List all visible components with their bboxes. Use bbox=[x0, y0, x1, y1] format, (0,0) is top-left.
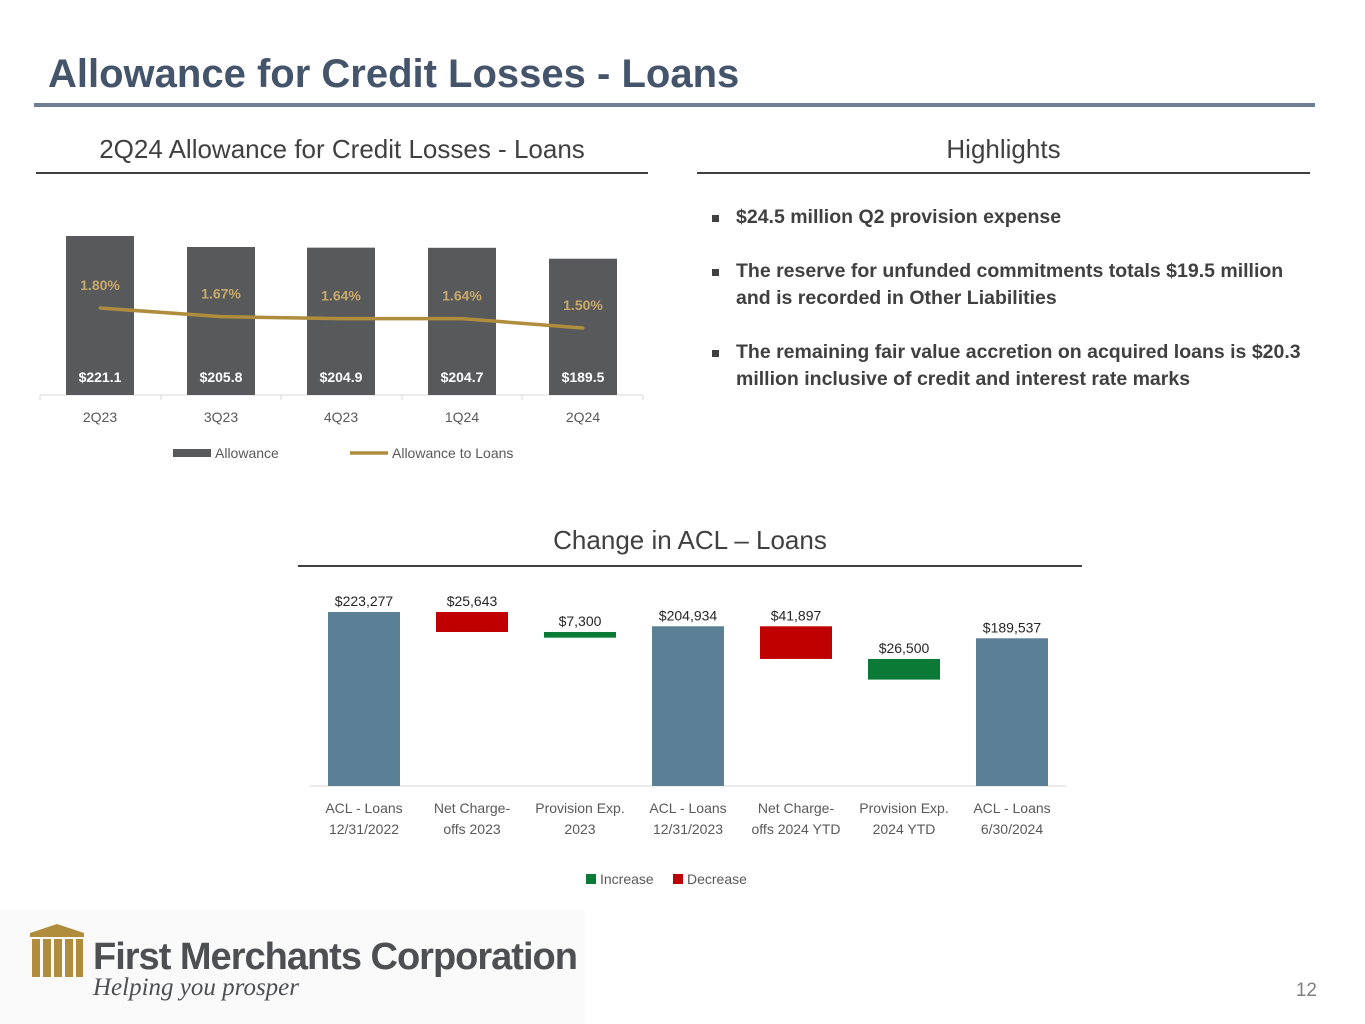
x-tick-label: ACL - Loans 12/31/2023 bbox=[649, 800, 727, 837]
allowance-to-loans-label: 1.80% bbox=[80, 277, 120, 293]
x-tick-label: ACL - Loans 6/30/2024 bbox=[973, 800, 1051, 837]
highlight-item bbox=[710, 258, 1310, 312]
legend-decrease-label: Decrease bbox=[687, 871, 747, 887]
bullet-icon bbox=[712, 269, 719, 276]
waterfall-bar bbox=[436, 612, 508, 632]
highlights-list bbox=[710, 204, 1310, 420]
x-tick-label: ACL - Loans 12/31/2022 bbox=[325, 800, 403, 837]
x-tick-label: 2Q24 bbox=[565, 409, 601, 425]
x-tick-label: Provision Exp. 2023 bbox=[535, 800, 625, 837]
allowance-heading-rule bbox=[36, 172, 648, 174]
allowance-to-loans-label: 1.64% bbox=[442, 287, 482, 304]
bullet-icon bbox=[712, 350, 719, 357]
waterfall-bar bbox=[328, 612, 400, 786]
legend-increase-label: Increase bbox=[600, 871, 654, 887]
allowance-bar-label: $204.9 bbox=[319, 369, 363, 385]
allowance-to-loans-label: 1.67% bbox=[201, 285, 241, 302]
highlights-heading: Highlights bbox=[946, 134, 1061, 164]
allowance-chart bbox=[0, 180, 680, 480]
legend-ratio-label: Allowance to Loans bbox=[392, 445, 514, 461]
legend-allowance-label: Allowance bbox=[215, 445, 279, 461]
x-tick-label: Provision Exp. 2024 YTD bbox=[859, 800, 949, 837]
waterfall-value-label: $26,500 bbox=[878, 639, 930, 656]
waterfall-bar bbox=[976, 638, 1048, 786]
allowance-bar-label: $189.5 bbox=[561, 369, 605, 385]
bullet-icon bbox=[712, 215, 719, 222]
columns-logo-icon bbox=[30, 924, 84, 980]
title-divider bbox=[34, 103, 1315, 107]
waterfall-value-label: $204,934 bbox=[658, 607, 718, 624]
highlight-text: The remaining fair value accretion on acquired loans is $20.3 million inclusive of credit and interest rate marks bbox=[736, 341, 1301, 390]
allowance-to-loans-label: 1.50% bbox=[563, 297, 603, 313]
waterfall-chart-heading: Change in ACL – Loans bbox=[553, 525, 827, 555]
waterfall-value-label: $25,643 bbox=[446, 593, 498, 609]
waterfall-value-label: $41,897 bbox=[770, 607, 822, 624]
waterfall-value-label: $223,277 bbox=[334, 593, 394, 609]
x-tick-label: Net Charge-offs 2023 bbox=[433, 800, 511, 837]
allowance-chart-heading: 2Q24 Allowance for Credit Losses - Loans bbox=[99, 134, 585, 164]
x-tick-label: 2Q23 bbox=[82, 409, 118, 425]
x-tick-label: 3Q23 bbox=[203, 409, 239, 425]
slide-title: Allowance for Credit Losses - Loans bbox=[48, 52, 740, 96]
highlight-text: $24.5 million Q2 provision expense bbox=[736, 206, 1062, 228]
waterfall-chart bbox=[290, 580, 1090, 900]
highlights-heading-rule bbox=[697, 172, 1310, 174]
allowance-to-loans-label: 1.64% bbox=[321, 287, 361, 304]
waterfall-value-label: $7,300 bbox=[558, 612, 602, 629]
page-number: 12 bbox=[1295, 980, 1317, 1001]
highlight-item bbox=[710, 339, 1310, 393]
company-tagline: Helping you prosper bbox=[93, 974, 299, 1001]
waterfall-bar bbox=[652, 626, 724, 786]
allowance-to-loans-point bbox=[99, 307, 102, 310]
legend-allowance-swatch bbox=[173, 449, 211, 457]
allowance-to-loans-point bbox=[582, 327, 585, 330]
allowance-bar-label: $204.7 bbox=[440, 369, 484, 385]
waterfall-value-label: $189,537 bbox=[982, 619, 1042, 636]
allowance-to-loans-point bbox=[461, 317, 464, 320]
waterfall-bar bbox=[760, 626, 832, 659]
highlight-text: The reserve for unfunded commitments totals $19.5 million and is recorded in Other Liabilities bbox=[736, 260, 1284, 309]
waterfall-bar bbox=[868, 659, 940, 680]
company-name: First Merchants Corporation bbox=[93, 936, 577, 978]
waterfall-bar bbox=[544, 632, 616, 638]
highlight-item bbox=[710, 204, 1310, 231]
legend-increase-swatch bbox=[586, 874, 596, 884]
allowance-to-loans-point bbox=[340, 317, 343, 320]
x-tick-label: 4Q23 bbox=[323, 409, 359, 425]
allowance-to-loans-point bbox=[220, 315, 223, 318]
x-tick-label: Net Charge-offs 2024 YTD bbox=[751, 800, 841, 837]
x-tick-label: 1Q24 bbox=[444, 409, 480, 425]
allowance-bar-label: $205.8 bbox=[199, 369, 243, 385]
allowance-bar-label: $221.1 bbox=[78, 369, 122, 385]
waterfall-heading-rule bbox=[298, 565, 1082, 567]
legend-decrease-swatch bbox=[673, 874, 683, 884]
